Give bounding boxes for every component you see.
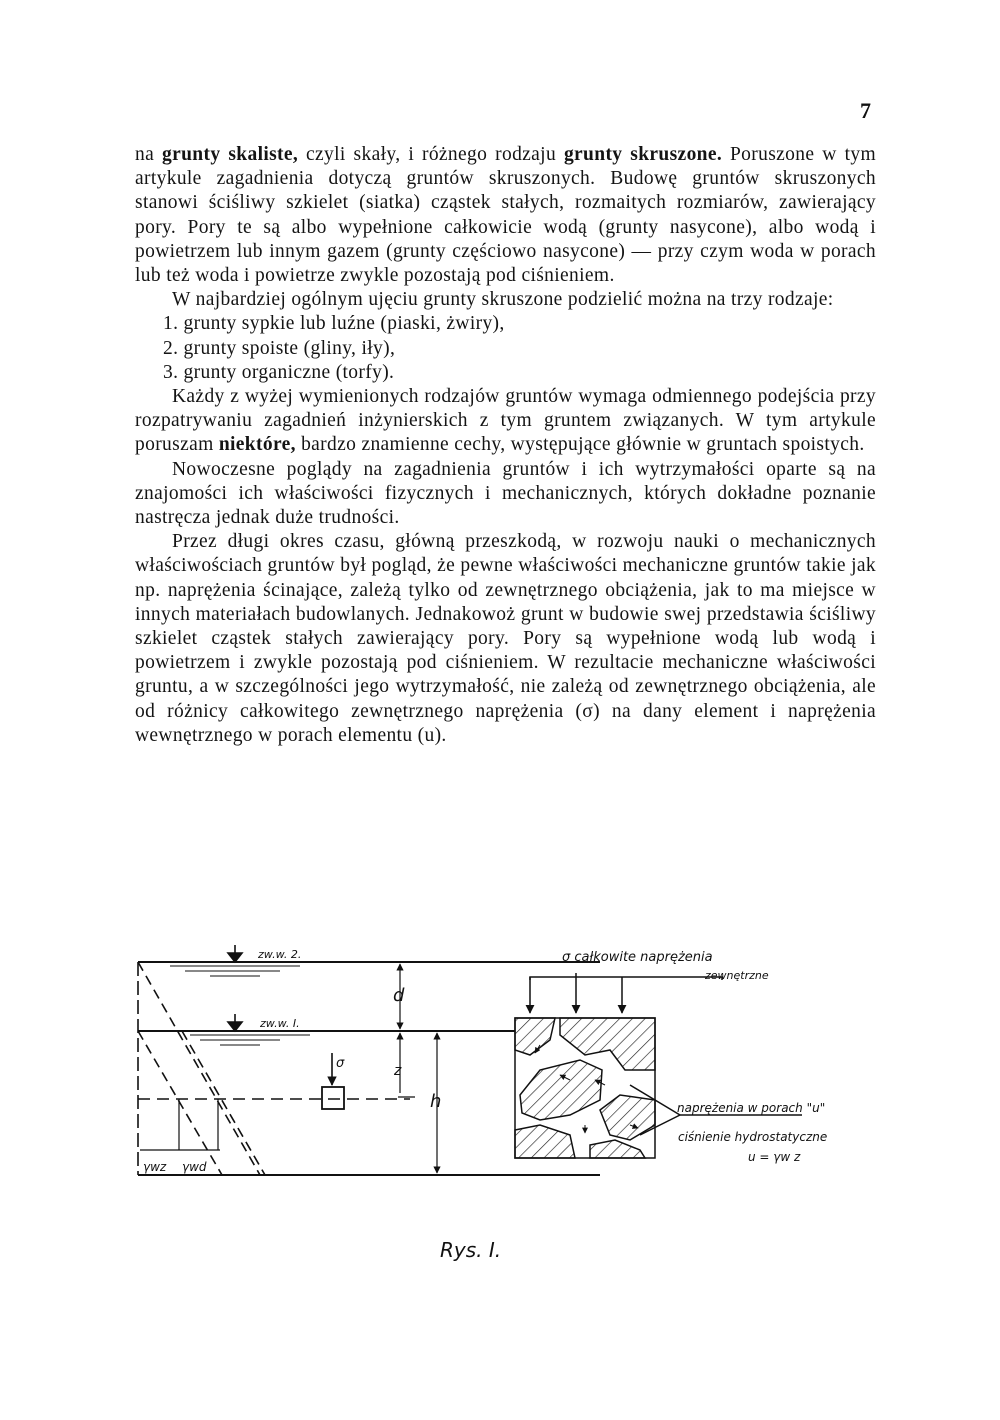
- paragraph: [135, 385, 876, 458]
- bold-term: grunty skaliste,: [162, 144, 299, 165]
- pore-stress-label: naprężenia w porach "u": [677, 1101, 826, 1115]
- body-text: [135, 143, 876, 748]
- figure-drawing: [130, 935, 890, 1225]
- pressure-gwz-label: γwz: [143, 1160, 167, 1174]
- figure-1: [130, 935, 890, 1225]
- pressure-gwd-label: γwd: [182, 1160, 207, 1174]
- dimension-d-label: d: [393, 985, 405, 1006]
- text-run: Przez długi okres czasu, główną przeszkodą, w rozwoju nauki o mechanicznych właściwościach gruntów był pogląd, że pewne właściwości mechaniczne gruntów takie jak np. naprężenia ścinające, zależą tylko od zewnętrznego obciążenia, jak to ma miejsce w innych materiałach budowlanych. Jednakowoż grunt w budowie swej przedstawia ściśliwy szkielet cząstek stałych zawierający pory. Pory są wypełnione wodą lub wodą i powietrzem i zwykle pozostają pod ciśnieniem. W rezultacie mechaniczne właściwości gruntu, a w szczególności jego wytrzymałość, nie zależą od zewnętrznego obciążenia, ale od różnicy całkowitego zewnętrznego naprężenia (σ) na dany element i naprężenia wewnętrznego w porach elementu (u).: [135, 531, 876, 746]
- paragraph: [135, 458, 876, 531]
- figure-caption: Rys. I.: [440, 1238, 502, 1262]
- water-level-2-label: zw.w. 2.: [258, 948, 302, 961]
- page-number: 7: [860, 98, 871, 123]
- hydrostatic-pressure-label: ciśnienie hydrostatyczne: [678, 1130, 828, 1144]
- stress-sigma-label: σ: [336, 1056, 345, 1071]
- text-run: Poruszone w tym artykule zagadnienia dotyczą gruntów skruszonych. Budowę gruntów skruszonych stanowi ściśliwy szkielet (siatka) cząstek stałych, rozmaitych rozmiarów, zawierający pory. Pory te są albo wypełnione całkowicie wodą (grunty nasycone), albo wodą i powietrzem lub innym gazem (grunty częściowo nasycone) — przy czym woda w porach lub też woda i powietrze zwykle pozostają pod ciśnieniem.: [135, 144, 876, 287]
- text-run: czyli skały, i różnego rodzaju: [298, 144, 564, 165]
- paragraphs-after-list: [135, 385, 876, 748]
- text-run: Nowoczesne poglądy na zagadnienia gruntów i ich wytrzymałości oparte są na znajomości ich właściwości fizycznych i mechanicznych, których dokładne poznanie nastręcza jednak duże trudności.: [135, 458, 876, 529]
- list-item: 2. grunty spoiste (gliny, iły),: [163, 337, 396, 359]
- list-item: 1. grunty sypkie lub luźne (piaski, żwiry),: [163, 313, 505, 335]
- dimension-h-label: h: [430, 1091, 442, 1112]
- text-run: W najbardziej ogólnym ujęciu grunty skruszone podzielić można na trzy rodzaje:: [172, 289, 834, 311]
- hydrostatic-formula-label: u = γw z: [748, 1150, 801, 1164]
- dimension-z-label: z: [394, 1063, 402, 1079]
- soil-types-list: [135, 312, 876, 385]
- text-run: Każdy z wyżej wymienionych rodzajów gruntów wymaga odmiennego podejścia przy rozpatrywaniu zagadnień inżynierskich z tym gruntem związanych. W tym artykule poruszam: [135, 386, 876, 456]
- text-run: bardzo znamienne cechy, występujące głównie w gruntach spoistych.: [295, 434, 865, 456]
- list-item: 3. grunty organiczne (torfy).: [163, 361, 395, 383]
- text-run: na: [135, 144, 162, 165]
- paragraph: [135, 143, 876, 288]
- paragraph: [135, 288, 876, 312]
- water-level-1-label: zw.w. I.: [260, 1017, 300, 1030]
- bold-term: niektóre,: [218, 434, 296, 456]
- bold-term: grunty skruszone.: [563, 144, 723, 165]
- total-stress-label-1: σ całkowite naprężenia: [562, 950, 713, 965]
- total-stress-label-2: zewnętrzne: [705, 969, 769, 982]
- paragraph: [135, 530, 876, 748]
- paragraphs-before-list: [135, 143, 876, 312]
